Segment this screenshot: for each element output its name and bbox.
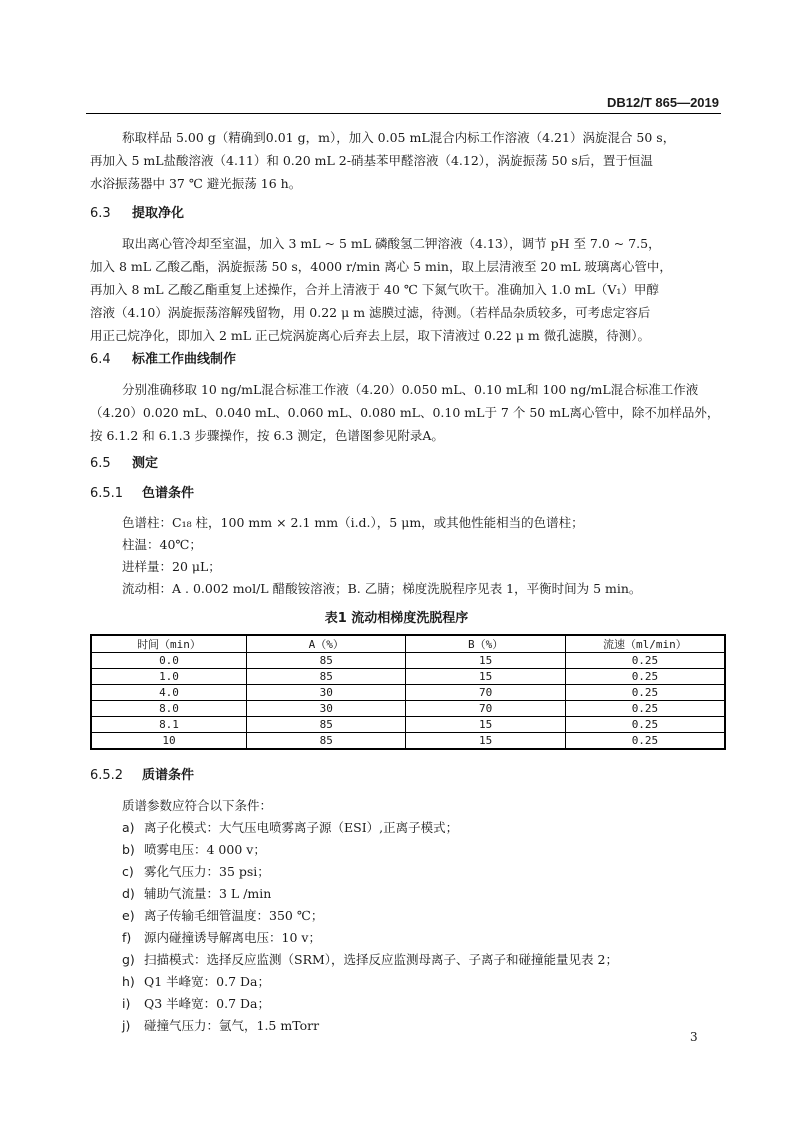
cell-a: 30	[247, 701, 406, 717]
para3-line-2: （4.20）0.020 mL、0.040 mL、0.060 mL、0.080 mL、0.10 mL于 7 个 50 mL离心管中，除不加样品外，	[90, 405, 720, 420]
section-title: 测定	[132, 456, 159, 471]
header-a: A（%）	[247, 635, 406, 653]
item-text: 离子化模式：大气压电喷雾离子源（ESI）,正离子模式；	[144, 820, 459, 835]
ms-item	[122, 994, 270, 1014]
cell-flow: 0.25	[565, 685, 725, 701]
gradient-table	[90, 634, 726, 750]
ms-item	[122, 906, 323, 926]
table-row	[91, 701, 725, 717]
cell-b: 15	[406, 717, 565, 733]
item-marker: c)	[122, 864, 134, 879]
ms-item	[122, 884, 271, 904]
section-6-5-1-heading	[90, 484, 194, 504]
ms-item	[122, 950, 618, 970]
ms-item	[122, 840, 266, 860]
header-b: B（%）	[406, 635, 565, 653]
para2-line-5: 用正己烷净化，即加入 2 mL 正己烷涡旋离心后弃去上层，取下清液过 0.22 μ m 微孔滤膜，待测）。	[90, 328, 650, 343]
item-text: 喷雾电压：4 000 v；	[144, 842, 266, 857]
section-number: 6.5.1	[90, 486, 124, 501]
chrom-mobile-phase: 流动相：A . 0.002 mol/L 醋酸铵溶液；B. 乙腈；梯度洗脱程序见表 1，平衡时间为 5 min。	[122, 581, 642, 596]
section-6-4-heading	[90, 350, 236, 370]
item-text: 碰撞气压力：氩气，1.5 mTorr	[144, 1018, 320, 1033]
section-number: 6.3	[90, 206, 111, 221]
item-text: 源内碰撞诱导解离电压：10 v；	[144, 930, 321, 945]
cell-flow: 0.25	[565, 701, 725, 717]
section-6-3-heading	[90, 204, 184, 224]
table-row	[91, 717, 725, 733]
header-rule	[86, 113, 721, 114]
cell-a: 85	[247, 733, 406, 750]
para2-line-1: 取出离心管冷却至室温，加入 3 mL ~ 5 mL 磷酸氢二钾溶液（4.13），调节 pH 至 7.0 ~ 7.5，	[122, 236, 661, 251]
cell-time: 4.0	[91, 685, 247, 701]
cell-time: 8.1	[91, 717, 247, 733]
table-header-row	[91, 635, 725, 653]
cell-b: 15	[406, 733, 565, 750]
table-row	[91, 669, 725, 685]
cell-a: 85	[247, 717, 406, 733]
item-marker: b)	[122, 842, 135, 857]
chrom-temperature: 柱温：40℃；	[122, 537, 202, 552]
standard-code: DB12/T 865—2019	[606, 95, 719, 110]
item-marker: g)	[122, 952, 135, 967]
cell-b: 70	[406, 701, 565, 717]
cell-flow: 0.25	[565, 669, 725, 685]
section-title: 标准工作曲线制作	[132, 352, 237, 367]
item-text: 雾化气压力：35 psi；	[144, 864, 270, 879]
ms-item	[122, 1016, 319, 1036]
ms-item	[122, 862, 270, 882]
para1-line-2: 再加入 5 mL盐酸溶液（4.11）和 0.20 mL 2-硝基苯甲醛溶液（4.12），涡旋振荡 50 s后，置于恒温	[90, 153, 653, 168]
section-number: 6.4	[90, 352, 111, 367]
para2-line-4: 溶液（4.10）涡旋振荡溶解残留物，用 0.22 μ m 滤膜过滤，待测。（若样品杂质较多，可考虑定容后	[90, 305, 651, 320]
para2-line-2: 加入 8 mL 乙酸乙酯，涡旋振荡 50 s，4000 r/min 离心 5 min，取上层清液至 20 mL 玻璃离心管中，	[90, 259, 672, 274]
section-title: 质谱条件	[142, 768, 195, 783]
cell-time: 0.0	[91, 653, 247, 669]
cell-a: 85	[247, 653, 406, 669]
ms-item	[122, 972, 270, 992]
section-title: 提取净化	[132, 206, 185, 221]
item-marker: h)	[122, 974, 135, 989]
para3-line-3: 按 6.1.2 和 6.1.3 步骤操作，按 6.3 测定，色谱图参见附录A。	[90, 428, 444, 443]
chrom-injection: 进样量：20 μL；	[122, 559, 221, 574]
cell-a: 30	[247, 685, 406, 701]
chrom-column: 色谱柱：C₁₈ 柱，100 mm × 2.1 mm（i.d.），5 μm，或其他性能相当的色谱柱；	[122, 515, 584, 530]
cell-b: 15	[406, 653, 565, 669]
section-title: 色谱条件	[142, 486, 195, 501]
ms-item	[122, 928, 321, 948]
cell-time: 1.0	[91, 669, 247, 685]
header-flow: 流速（ml/min）	[565, 635, 725, 653]
ms-item	[122, 818, 458, 838]
item-text: Q1 半峰宽：0.7 Da；	[144, 974, 271, 989]
item-text: 辅助气流量：3 L /min	[144, 886, 272, 901]
table-row	[91, 733, 725, 750]
item-text: 扫描模式：选择反应监测（SRM），选择反应监测母离子、子离子和碰撞能量见表 2；	[144, 952, 618, 967]
table-row	[91, 685, 725, 701]
item-marker: j)	[122, 1018, 131, 1033]
cell-flow: 0.25	[565, 653, 725, 669]
table-row	[91, 653, 725, 669]
cell-flow: 0.25	[565, 717, 725, 733]
ms-intro: 质谱参数应符合以下条件：	[122, 798, 273, 813]
item-marker: d)	[122, 886, 135, 901]
page-number: 3	[690, 1030, 698, 1044]
item-text: Q3 半峰宽：0.7 Da；	[144, 996, 271, 1011]
para3-line-1: 分别准确移取 10 ng/mL混合标准工作液（4.20）0.050 mL、0.10 mL和 100 ng/mL混合标准工作液	[122, 382, 699, 397]
section-6-5-2-heading	[90, 766, 194, 786]
item-text: 离子传输毛细管温度：350 ℃；	[144, 908, 324, 923]
item-marker: e)	[122, 908, 135, 923]
para2-line-3: 再加入 8 mL 乙酸乙酯重复上述操作，合并上清液于 40 ℃ 下氮气吹干。准确加入 1.0 mL（V₁）甲醇	[90, 282, 659, 297]
section-number: 6.5	[90, 456, 111, 471]
cell-flow: 0.25	[565, 733, 725, 750]
cell-b: 15	[406, 669, 565, 685]
item-marker: f)	[122, 930, 132, 945]
item-marker: a)	[122, 820, 135, 835]
cell-b: 70	[406, 685, 565, 701]
cell-a: 85	[247, 669, 406, 685]
header-time: 时间（min）	[91, 635, 247, 653]
para1-line-1: 称取样品 5.00 g（精确到0.01 g，m），加入 0.05 mL混合内标工作溶液（4.21）涡旋混合 50 s，	[122, 130, 676, 145]
section-number: 6.5.2	[90, 768, 124, 783]
item-marker: i)	[122, 996, 131, 1011]
cell-time: 8.0	[91, 701, 247, 717]
cell-time: 10	[91, 733, 247, 750]
para1-line-3: 水浴振荡器中 37 ℃ 避光振荡 16 h。	[90, 176, 302, 191]
section-6-5-heading	[90, 454, 158, 474]
table-title: 表1 流动相梯度洗脱程序	[324, 611, 469, 626]
